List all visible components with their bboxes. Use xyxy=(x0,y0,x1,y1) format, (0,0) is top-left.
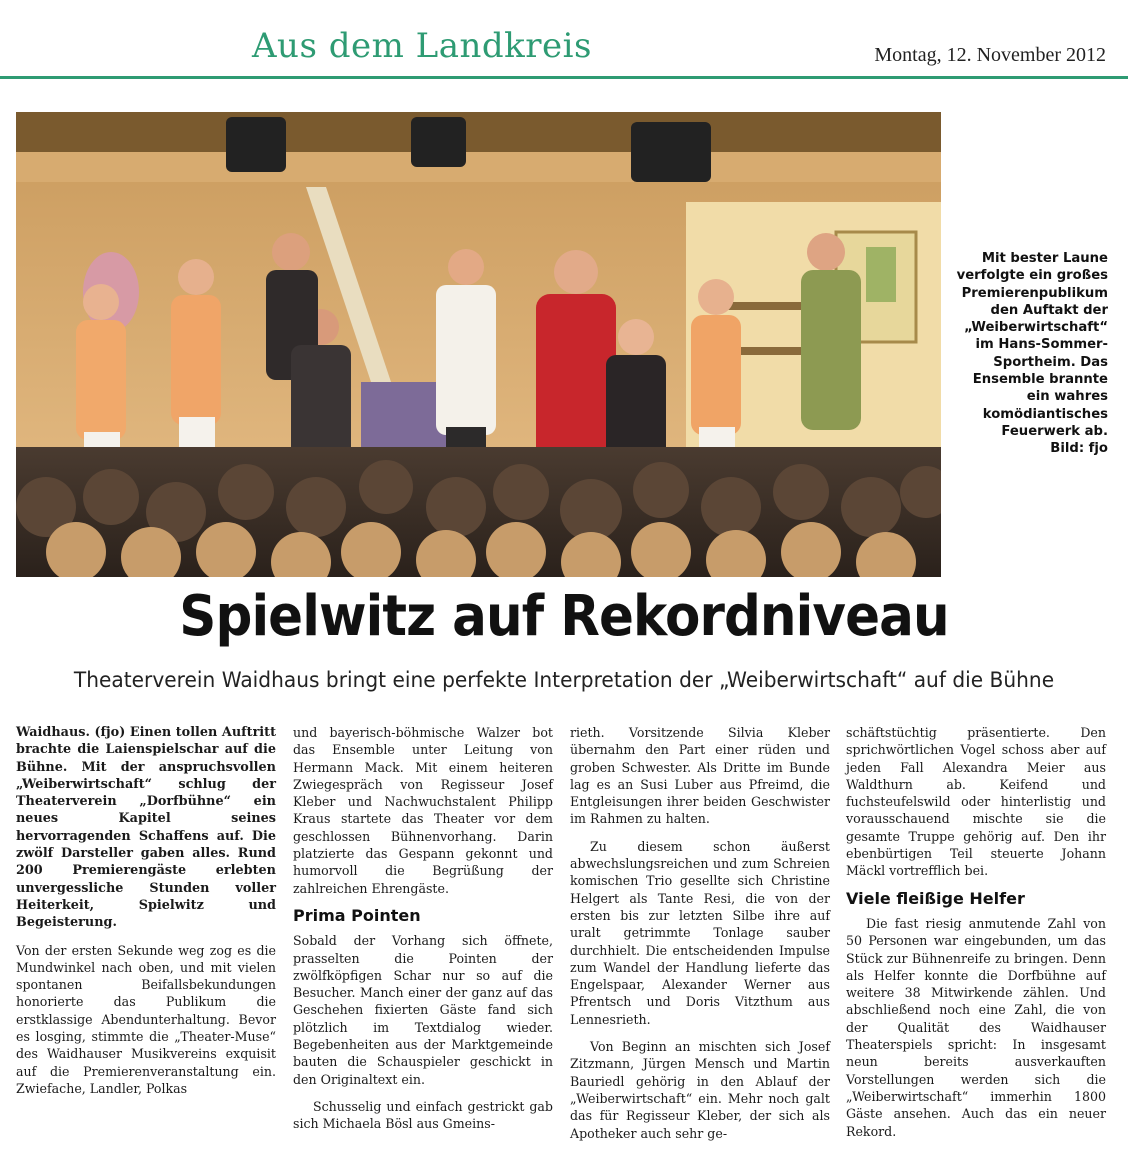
subheading-prima-pointen: Prima Pointen xyxy=(293,905,421,925)
issue-date: Montag, 12. November 2012 xyxy=(874,44,1106,66)
article-column-2 xyxy=(293,724,553,1143)
article-column-3 xyxy=(570,724,830,1152)
header-rule xyxy=(0,76,1128,79)
photo-credit: Bild: fjo xyxy=(1050,441,1108,457)
photo-caption xyxy=(950,250,1108,458)
article-paragraph: Zu diesem schon äußerst abwechslungsreichen und zum Schreien komischen Trio gesellte sich Christine Helgert als Tante Resi, die von der ersten bis zur letzten Silbe ihre auf uralt getrimmte Tonlage sauber durchhielt. Die entscheidenden Impulse zum Wandel der Handlung lieferte das Engelspaar, Alexander Werner aus Pfrentsch und Doris Vitzthum aus Lennesrieth. xyxy=(570,838,830,1027)
section-title: Aus dem Landkreis xyxy=(252,26,592,66)
article-paragraph: rieth. Vorsitzende Silvia Kleber übernahm den Part einer rüden und groben Schwester. Als Dritte im Bunde lag es an Susi Luber aus Pfreimd, die Entgleisungen ihrer beiden Geschwister im Rahmen zu halten. xyxy=(570,725,830,827)
page-header xyxy=(0,0,1128,80)
article-paragraph: und bayerisch-böhmische Walzer bot das Ensemble unter Leitung von Hermann Mack. Mit einem heiteren Zwiegespräch von Regisseur Josef Kleber und Nachwuchstalent Philipp Kraus startete das Theater vor dem geschlossen Bühnenvorhang. Darin platzierte das Gespann gekonnt und humorvoll die Begrüßung der zahlreichen Ehrengäste. xyxy=(293,725,553,896)
subheading-viele-helfer: Viele fleißige Helfer xyxy=(846,888,1025,908)
article-paragraph: Von Beginn an mischten sich Josef Zitzmann, Jürgen Mensch und Martin Bauriedl gehörig in den Ablauf der „Weiberwirtschaft“ ein. Mehr noch galt das für Regisseur Kleber, der sich als Apotheker auch sehr ge- xyxy=(570,1039,830,1141)
theater-stage-photo xyxy=(16,112,941,577)
headline: Spielwitz auf Rekordniveau xyxy=(179,584,949,649)
caption-text: Mit bester Laune verfolgte ein großes Premierenpublikum den Auftakt der „Weiberwirtschaft“ im Hans-Sommer-Sportheim. Das Ensemble brannte ein wahres komödiantisches Feuerwerk ab. xyxy=(956,251,1108,439)
article-paragraph: Von der ersten Sekunde weg zog es die Mundwinkel nach oben, und mit vielen spontanen Beifallsbekundungen honorierte das Publikum die erstklassige Abendunterhaltung. Bevor es losging, stimmte die „Theater-Muse“ des Waidhauser Musikvereins exquisit auf die Premierenveranstaltung ein. Zwiefache, Landler, Polkas xyxy=(16,942,276,1096)
article-lead: Waidhaus. (fjo) Einen tollen Auftritt brachte die Laienspielschar auf die Bühne. Mit der anspruchsvollen „Weiberwirtschaft“ schlug der Theaterverein „Dorfbühne“ ein neues Kapitel seines hervorragenden Schaffens auf. Die zwölf Darsteller gaben alles. Rund 200 Premierengäste erlebten unvergessliche Stunden voller Heiterkeit, Spielwitz und Begeisterung. xyxy=(16,725,276,931)
article-paragraph: schäftstüchtig präsentierte. Den sprichwörtlichen Vogel schoss aber auf jeden Fall Alexandra Meier aus Waldthurn ab. Keifend und fuchsteufelswild oder hinterlistig und vorausschauend mischte sie die gesamte Truppe gehörig auf. Den ihr ebenbürtigen Teil steuerte Johann Mäckl vortrefflich bei. xyxy=(846,725,1106,879)
subheadline: Theaterverein Waidhaus bringt eine perfekte Interpretation der „Weiberwirtschaft“ auf die Bühne xyxy=(73,668,1055,692)
article-paragraph: Schusselig und einfach gestrickt gab sich Michaela Bösl aus Gmeins- xyxy=(293,1098,553,1132)
article-column-1 xyxy=(16,724,276,1107)
article-paragraph: Die fast riesig anmutende Zahl von 50 Personen war eingebunden, um das Stück zur Bühnenreife zu bringen. Denn als Helfer konnte die Dorfbühne auf weitere 38 Mitwirkende zählen. Und abschließend noch eine Zahl, die von der Qualität des Waidhauser Theaterspiels spricht: In insgesamt neun bereits ausverkauften Vorstellungen werden sich die „Weiberwirtschaft“ immerhin 1800 Gäste ansehen. Auch das ein neuer Rekord. xyxy=(846,915,1106,1139)
article-column-4 xyxy=(846,724,1106,1150)
article-paragraph: Sobald der Vorhang sich öffnete, prasselten die Pointen der zwölfköpfigen Schar nur so auf die Besucher. Manch einer der ganz auf das Geschehen fixierten Gäste fand sich plötzlich im Textdialog wieder. Begebenheiten aus der Marktgemeinde bauten die Schauspieler geschickt in den Originaltext ein. xyxy=(293,933,553,1087)
